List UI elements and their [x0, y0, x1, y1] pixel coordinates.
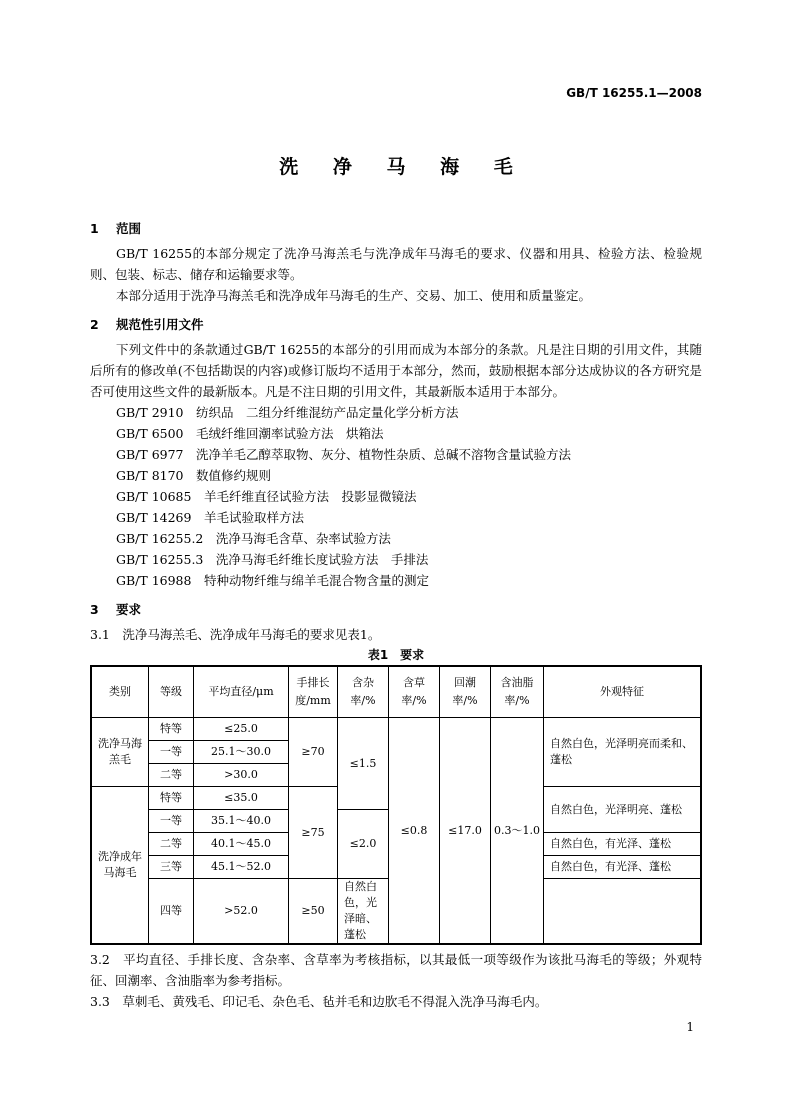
column-header: 含草率/%: [389, 666, 440, 718]
clause-3-1: [90, 624, 702, 645]
section-1-heading: [90, 218, 702, 239]
length-cell: ≥75: [289, 787, 338, 879]
impurity-cell: ≤1.5: [338, 718, 389, 810]
column-header: 外观特征: [544, 666, 702, 718]
reference-code: GB/T 16255.2: [116, 531, 204, 546]
column-header: 含杂率/%: [338, 666, 389, 718]
reference-title: 纺织品 二组分纤维混纺产品定量化学分析方法: [196, 405, 459, 420]
reference-code: GB/T 16255.3: [116, 552, 204, 567]
grade-cell: 三等: [149, 856, 194, 879]
grade-cell: 一等: [149, 741, 194, 764]
paragraph: 下列文件中的条款通过GB/T 16255的本部分的引用而成为本部分的条款。凡是注日期的引用文件，其随后所有的修改单(不包括勘误的内容)或修订版均不适用于本部分，然而，鼓励根据本部分达成协议的各方研究是否可使用这些文件的最新版本。凡是不注日期的引用文件，其最新版本适用于本部分。: [90, 342, 702, 399]
section-number: 1: [90, 221, 99, 236]
diameter-cell: >30.0: [194, 764, 289, 787]
reference-title: 数值修约规则: [196, 468, 272, 483]
paragraph: 本部分适用于洗净马海羔毛和洗净成年马海毛的生产、交易、加工、使用和质量鉴定。: [116, 288, 592, 303]
reference-title: 特种动物纤维与绵羊毛混合物含量的测定: [203, 573, 429, 588]
grade-cell: 四等: [149, 879, 194, 945]
reference-title: 洗净马海毛含草、杂率试验方法: [215, 531, 391, 546]
reference-item: [90, 465, 702, 486]
reference-item: [90, 486, 702, 507]
table-header-row: [91, 666, 701, 718]
length-cell: ≥50: [289, 879, 338, 945]
diameter-cell: ≤25.0: [194, 718, 289, 741]
reference-title: 洗净马海毛纤维长度试验方法 手排法: [215, 552, 429, 567]
paragraph: GB/T 16255的本部分规定了洗净马海羔毛与洗净成年马海毛的要求、仪器和用具、检验方法、检验规则、包装、标志、储存和运输要求等。: [90, 246, 702, 282]
clause-3-2: [90, 949, 702, 991]
reference-code: GB/T 14269: [116, 510, 192, 525]
length-cell: ≥70: [289, 718, 338, 787]
regain-cell: ≤17.0: [440, 718, 491, 945]
category-cell: 洗净马海羔毛: [91, 718, 149, 787]
diameter-cell: 45.1～52.0: [194, 856, 289, 879]
grade-cell: 特等: [149, 787, 194, 810]
section-3-heading: [90, 599, 702, 620]
appearance-cell: 自然白色，光泽明亮而柔和、蓬松: [544, 718, 702, 787]
appearance-cell: 自然白色，光泽暗、蓬松: [338, 879, 389, 945]
section-title: 范围: [116, 221, 142, 236]
grease-cell: 0.3～1.0: [491, 718, 544, 945]
reference-item: [90, 570, 702, 591]
reference-code: GB/T 16988: [116, 573, 192, 588]
column-header: 等级: [149, 666, 194, 718]
diameter-cell: 40.1～45.0: [194, 833, 289, 856]
reference-code: GB/T 8170: [116, 468, 184, 483]
clause-number: 3.3: [90, 994, 110, 1009]
reference-code: GB/T 6977: [116, 447, 184, 462]
clause-text: 洗净马海羔毛、洗净成年马海毛的要求见表1。: [122, 627, 381, 642]
reference-code: GB/T 6500: [116, 426, 184, 441]
reference-item: [90, 423, 702, 444]
reference-list: [90, 402, 702, 591]
diameter-cell: 25.1～30.0: [194, 741, 289, 764]
clause-number: 3.1: [90, 627, 110, 642]
section-title: 规范性引用文件: [116, 317, 204, 332]
reference-item: [90, 507, 702, 528]
diameter-cell: >52.0: [194, 879, 289, 945]
clause-3-3: [90, 991, 702, 1012]
reference-code: GB/T 2910: [116, 405, 184, 420]
grass-cell: ≤0.8: [389, 718, 440, 945]
reference-item: [90, 528, 702, 549]
column-header: 类别: [91, 666, 149, 718]
reference-item: [90, 402, 702, 423]
standard-code: GB/T 16255.1—2008: [566, 86, 702, 100]
section-title: 要求: [116, 602, 142, 617]
document-body: [90, 218, 702, 1012]
document-title: 洗 净 马 海 毛: [279, 156, 527, 178]
reference-title: 毛绒纤维回潮率试验方法 烘箱法: [196, 426, 384, 441]
impurity-cell: ≤2.0: [338, 810, 389, 879]
page-number: 1: [686, 1020, 694, 1034]
appearance-cell: 自然白色，光泽明亮、蓬松: [544, 787, 702, 833]
reference-title: 洗净羊毛乙醇萃取物、灰分、植物性杂质、总碱不溶物含量试验方法: [196, 447, 572, 462]
reference-item: [90, 549, 702, 570]
column-header: 回潮率/%: [440, 666, 491, 718]
reference-title: 羊毛试验取样方法: [203, 510, 304, 525]
clause-text: 平均直径、手排长度、含杂率、含草率为考核指标，以其最低一项等级作为该批马海毛的等级；外观特征、回潮率、含油脂率为参考指标。: [90, 952, 702, 988]
grade-cell: 二等: [149, 764, 194, 787]
column-header: 含油脂率/%: [491, 666, 544, 718]
grade-cell: 特等: [149, 718, 194, 741]
reference-code: GB/T 10685: [116, 489, 192, 504]
section-2-heading: [90, 314, 702, 335]
section-number: 2: [90, 317, 99, 332]
column-header: 平均直径/μm: [194, 666, 289, 718]
diameter-cell: ≤35.0: [194, 787, 289, 810]
reference-item: [90, 444, 702, 465]
clause-number: 3.2: [90, 952, 110, 967]
grade-cell: 一等: [149, 810, 194, 833]
appearance-cell: 自然白色，有光泽、蓬松: [544, 833, 702, 856]
table-row: [91, 718, 701, 741]
section-number: 3: [90, 602, 99, 617]
clause-text: 草刺毛、黄残毛、印记毛、杂色毛、毡并毛和边肷毛不得混入洗净马海毛内。: [122, 994, 548, 1009]
column-header: 手排长度/mm: [289, 666, 338, 718]
diameter-cell: 35.1～40.0: [194, 810, 289, 833]
category-cell: 洗净成年马海毛: [91, 787, 149, 945]
requirements-table: [90, 665, 702, 945]
reference-title: 羊毛纤维直径试验方法 投影显微镜法: [203, 489, 417, 504]
table-caption: 表1 要求: [367, 648, 425, 662]
appearance-cell: 自然白色，有光泽、蓬松: [544, 856, 702, 879]
grade-cell: 二等: [149, 833, 194, 856]
